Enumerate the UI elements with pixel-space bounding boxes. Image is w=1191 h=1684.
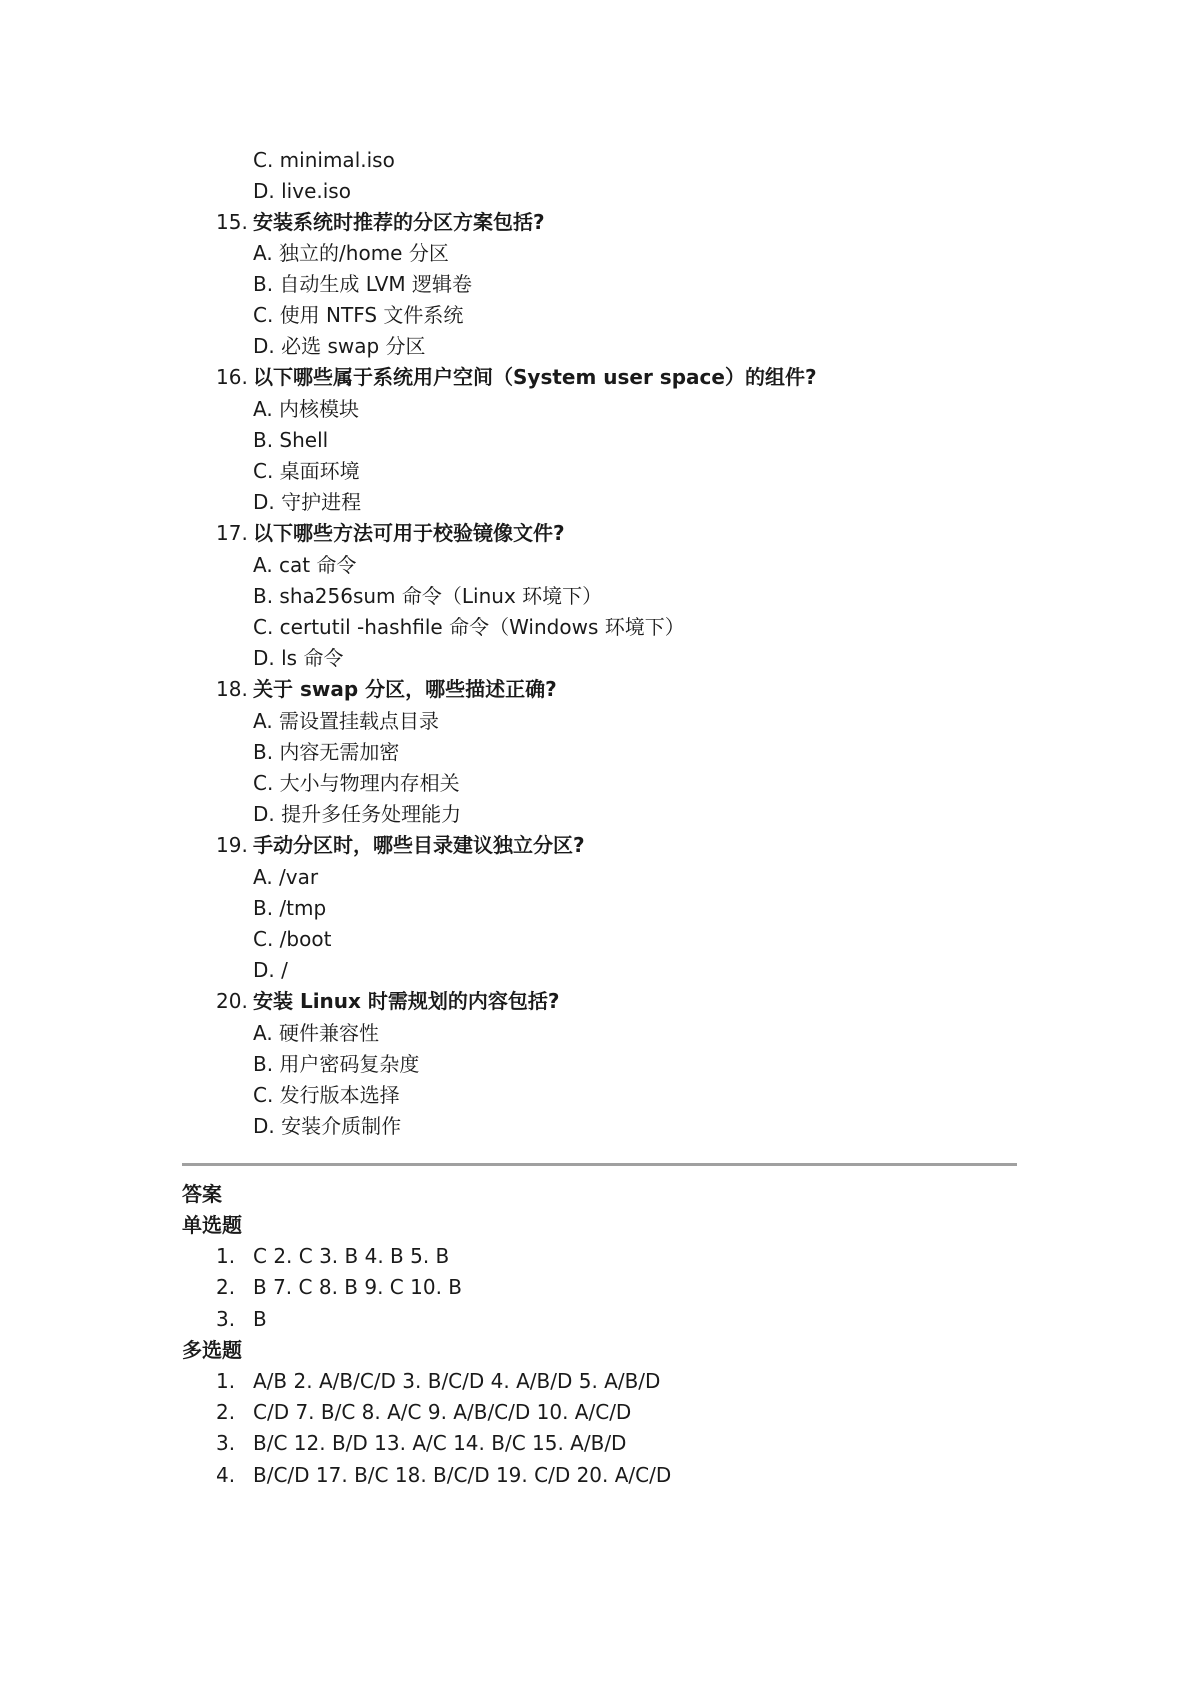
question-number-20: 20. — [216, 989, 248, 1013]
q15-option-d: D. 必选 swap 分区 — [253, 334, 426, 358]
multiple-answer-number: 4. — [216, 1463, 236, 1487]
question-number-18: 18. — [216, 677, 248, 701]
option-c-prev: C. minimal.iso — [253, 148, 395, 172]
q20-option-c: C. 发行版本选择 — [253, 1083, 400, 1107]
multiple-answer-row: B/C 12. B/D 13. A/C 14. B/C 15. A/B/D — [253, 1431, 627, 1455]
multiple-answer-row: B/C/D 17. B/C 18. B/C/D 19. C/D 20. A/C/D — [253, 1463, 672, 1487]
multiple-answer-number: 2. — [216, 1400, 236, 1424]
single-answer-row: B 7. C 8. B 9. C 10. B — [253, 1275, 463, 1299]
multiple-answer-row: A/B 2. A/B/C/D 3. B/C/D 4. A/B/D 5. A/B/D — [253, 1369, 661, 1393]
q19-option-a: A. /var — [253, 865, 319, 889]
single-choice-heading: 单选题 — [182, 1213, 242, 1237]
question-number-16: 16. — [216, 365, 248, 389]
answers-heading: 答案 — [182, 1182, 222, 1206]
q18-option-b: B. 内容无需加密 — [253, 740, 400, 764]
q19-option-c: C. /boot — [253, 927, 332, 951]
single-answer-row: C 2. C 3. B 4. B 5. B — [253, 1244, 450, 1268]
q18-option-c: C. 大小与物理内存相关 — [253, 771, 460, 795]
question-number-19: 19. — [216, 833, 248, 857]
multiple-choice-heading: 多选题 — [182, 1338, 242, 1362]
question-15-text: 安装系统时推荐的分区方案包括? — [253, 210, 545, 234]
q17-option-d: D. ls 命令 — [253, 646, 344, 670]
single-answer-number: 2. — [216, 1275, 236, 1299]
question-17-text: 以下哪些方法可用于校验镜像文件? — [253, 521, 565, 545]
question-number-15: 15. — [216, 210, 248, 234]
question-16-text: 以下哪些属于系统用户空间（System user space）的组件? — [253, 365, 817, 389]
question-18-text: 关于 swap 分区，哪些描述正确? — [253, 677, 557, 701]
q17-option-b: B. sha256sum 命令（Linux 环境下） — [253, 584, 603, 608]
single-answer-row: B — [253, 1307, 267, 1331]
q15-option-a: A. 独立的/home 分区 — [253, 241, 449, 265]
q20-option-a: A. 硬件兼容性 — [253, 1021, 380, 1045]
option-d-prev: D. live.iso — [253, 179, 351, 203]
section-divider — [182, 1163, 1017, 1166]
single-answer-number: 3. — [216, 1307, 236, 1331]
q16-option-d: D. 守护进程 — [253, 490, 362, 514]
q15-option-b: B. 自动生成 LVM 逻辑卷 — [253, 272, 473, 296]
q16-option-a: A. 内核模块 — [253, 397, 360, 421]
q15-option-c: C. 使用 NTFS 文件系统 — [253, 303, 464, 327]
single-answer-number: 1. — [216, 1244, 236, 1268]
question-19-text: 手动分区时，哪些目录建议独立分区? — [253, 833, 585, 857]
q17-option-c: C. certutil -hashfile 命令（Windows 环境下） — [253, 615, 685, 639]
q17-option-a: A. cat 命令 — [253, 553, 357, 577]
multiple-answer-number: 3. — [216, 1431, 236, 1455]
q20-option-b: B. 用户密码复杂度 — [253, 1052, 420, 1076]
q16-option-c: C. 桌面环境 — [253, 459, 360, 483]
q20-option-d: D. 安装介质制作 — [253, 1114, 402, 1138]
q19-option-b: B. /tmp — [253, 896, 327, 920]
q19-option-d: D. / — [253, 958, 288, 982]
question-number-17: 17. — [216, 521, 248, 545]
q18-option-a: A. 需设置挂载点目录 — [253, 709, 440, 733]
question-20-text: 安装 Linux 时需规划的内容包括? — [253, 989, 560, 1013]
multiple-answer-number: 1. — [216, 1369, 236, 1393]
q18-option-d: D. 提升多任务处理能力 — [253, 802, 462, 826]
q16-option-b: B. Shell — [253, 428, 329, 452]
multiple-answer-row: C/D 7. B/C 8. A/C 9. A/B/C/D 10. A/C/D — [253, 1400, 632, 1424]
